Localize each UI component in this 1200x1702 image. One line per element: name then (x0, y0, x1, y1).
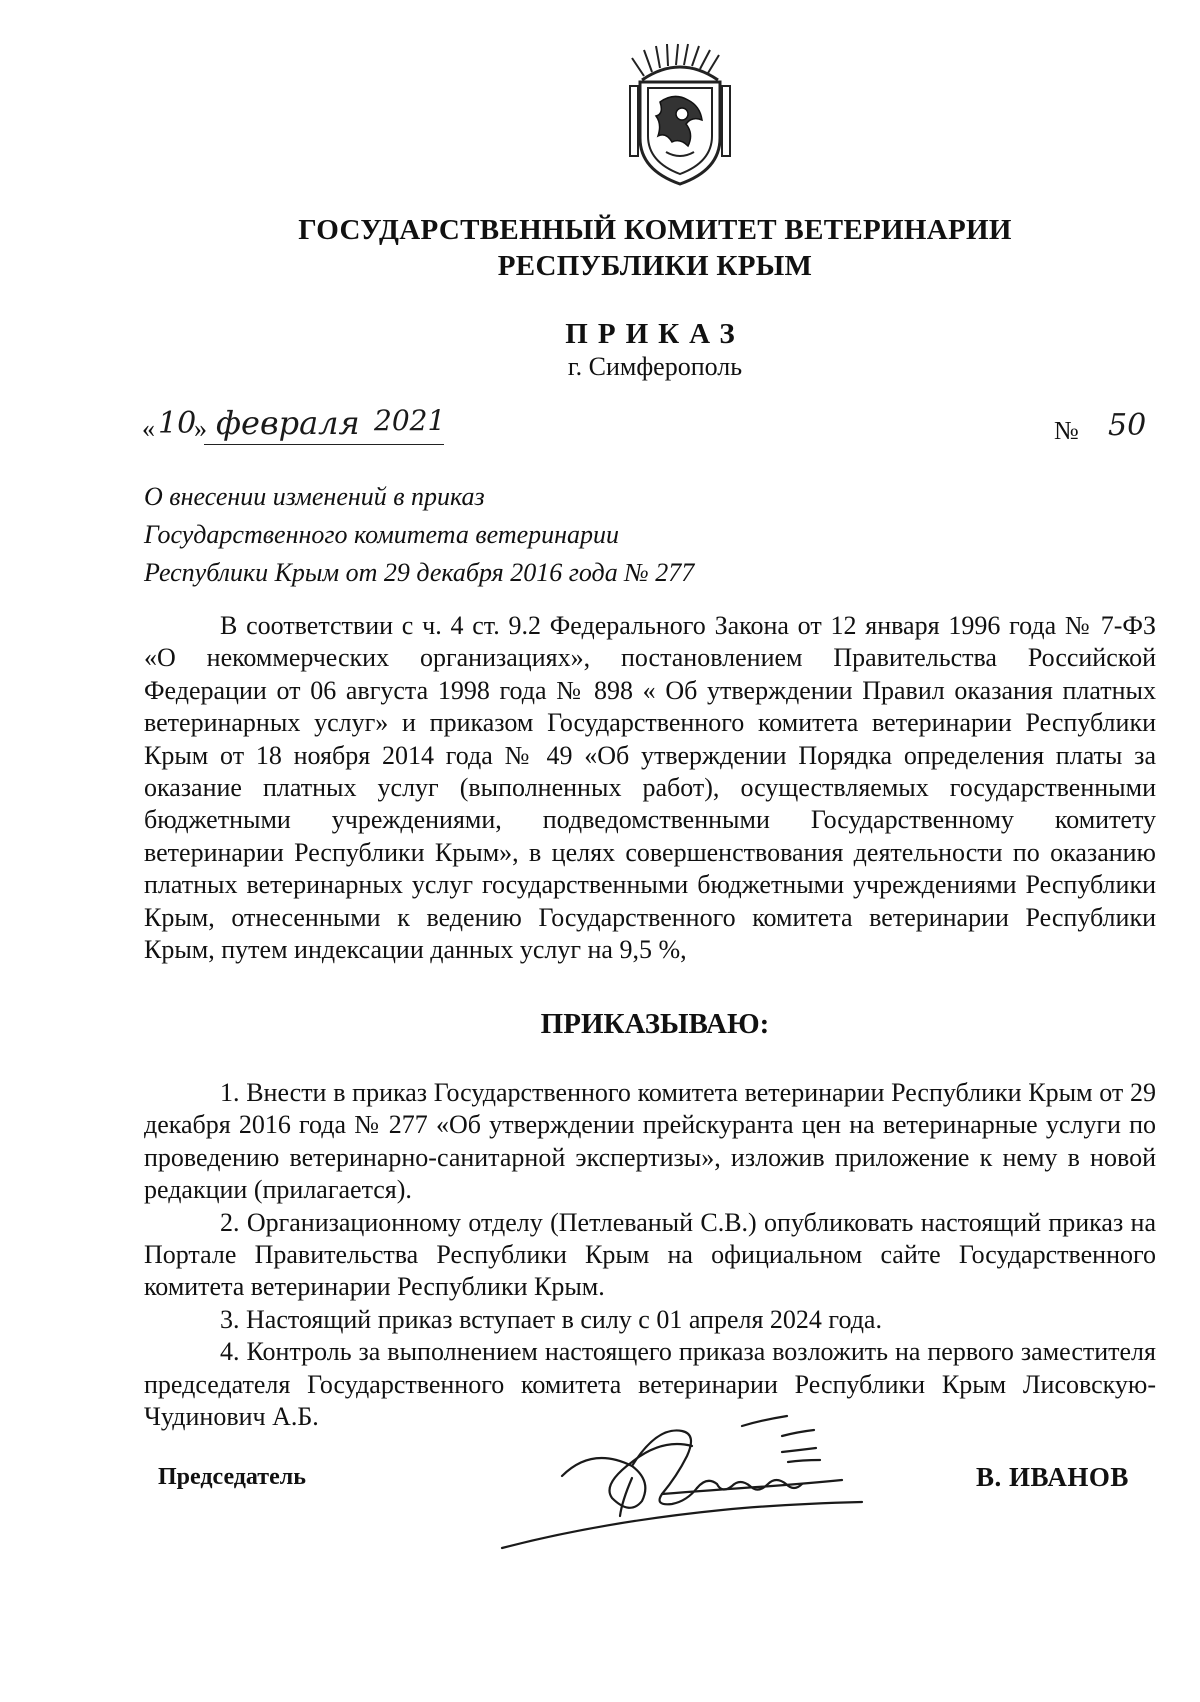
subject-line: Республики Крым от 29 декабря 2016 года № 277 (144, 558, 695, 587)
signatory-title: Председатель (158, 1464, 306, 1490)
number-value: 50 (1108, 408, 1147, 443)
organization-name-line1: ГОСУДАРСТВЕННЫЙ КОМИТЕТ ВЕТЕРИНАРИИ (298, 214, 1012, 246)
signatory-name: В. ИВАНОВ (976, 1462, 1129, 1492)
subject-line: Государственного комитета ветеринарии (144, 520, 620, 549)
city: г. Симферополь (567, 352, 743, 381)
orders-list (144, 1077, 1156, 1433)
organization-name-line2: РЕСПУБЛИКИ КРЫМ (497, 250, 813, 282)
orders-heading: ПРИКАЗЫВАЮ: (540, 1008, 770, 1040)
date-year: 2021 (374, 404, 446, 437)
preamble-paragraph: В соответствии с ч. 4 ст. 9.2 Федерального Закона от 12 января 1996 года № 7-ФЗ «О некоммерческих организациях», постановлением Правительства Российской Федерации от 06 августа 1998 года № 898 « Об утверждении Правил оказания платных ветеринарных услуг» и приказом Государственного комитета ветеринарии Республики Крым от 18 ноября 2014 года № 49 «Об утверждении Порядка определения платы за оказание платных услуг (выполненных работ), осуществляемых государственными бюджетными учреждениями, подведомственными Государственному комитету ветеринарии Республики Крым», в целях совершенствования деятельности по оказанию платных ветеринарных услуг государственными бюджетными учреждениями Республики Крым, отнесенными к ведению Государственного комитета ветеринарии Республики Крым, путем индексации данных услуг на 9,5 %, (144, 611, 1156, 965)
date-open-quote: « (142, 414, 155, 443)
date-underline (204, 444, 444, 445)
handwritten-signature-icon (482, 1406, 922, 1556)
order-item: 3. Настоящий приказ вступает в силу с 01 апреля 2024 года. (220, 1304, 882, 1334)
document-type: ПРИКАЗ (565, 318, 745, 350)
date-month: февраля (216, 404, 360, 442)
order-item: 1. Внести в приказ Государственного комитета ветеринарии Республики Крым от 29 декабря 2016 года № 277 «Об утверждении прейскуранта цен на ветеринарные услуги по проведению ветеринарно-санитарной экспертизы», изложив приложение к нему в новой редакции (прилагается). (144, 1078, 1156, 1205)
date-day: 10 (158, 406, 197, 441)
date-close-quote: » (194, 414, 207, 443)
number-sign: № (1054, 416, 1079, 445)
crimea-coat-of-arms-icon (622, 42, 738, 190)
document-date (142, 400, 472, 450)
subject-line: О внесении изменений в приказ (144, 482, 485, 511)
document-subject (144, 478, 864, 592)
order-item: 2. Организационному отделу (Петлеваный С.В.) опубликовать настоящий приказ на Портале Правительства Республики Крым на официальном сайте Государственного комитета ветеринарии Республики Крым. (144, 1207, 1156, 1302)
order-item: 4. Контроль за выполнением настоящего приказа возложить на первого заместителя председателя Государственного комитета ветеринарии Республики Крым Лисовскую-Чудинович А.Б. (144, 1337, 1156, 1432)
